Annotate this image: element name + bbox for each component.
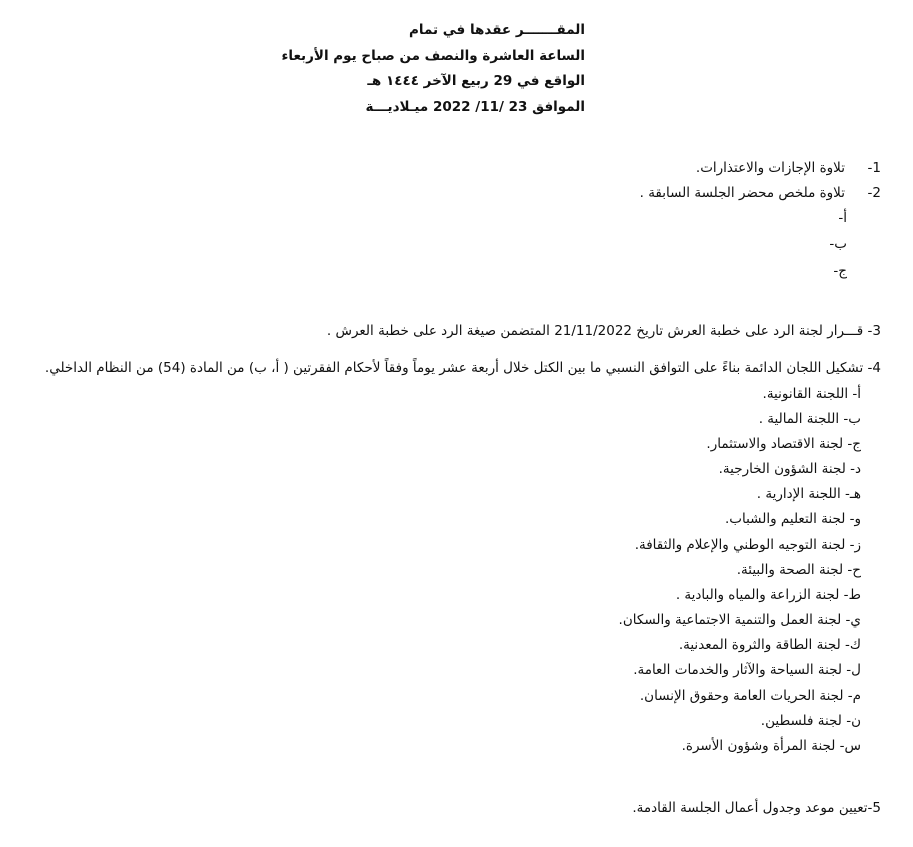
header-line-venue: المقـــــــر عقدها في تمام — [408, 22, 585, 38]
agenda-item-5: 5-تعيين موعد وجدول أعمال الجلسة القادمة. — [632, 800, 881, 816]
agenda-subitem: ج- — [833, 263, 847, 279]
committee-item: ب- اللجنة المالية . — [758, 411, 861, 427]
committee-item: س- لجنة المرأة وشؤون الأسرة. — [681, 738, 861, 754]
committee-item: هـ- اللجنة الإدارية . — [756, 486, 861, 502]
committee-item: ج- لجنة الاقتصاد والاستثمار. — [706, 436, 861, 452]
header-line-time: الساعة العاشرة والنصف من صباح يوم الأربعاء — [281, 47, 585, 64]
committee-item: د- لجنة الشؤون الخارجية. — [718, 461, 861, 477]
committee-item: ح- لجنة الصحة والبيئة. — [736, 562, 861, 578]
committee-item: ك- لجنة الطاقة والثروة المعدنية. — [678, 637, 861, 653]
header-line-gregorian-date: الموافق 23 /11/ 2022 ميـلاديـــة — [365, 98, 585, 115]
header-line-hijri-date: الواقع في 29 ربيع الآخر ١٤٤٤ هـ — [367, 73, 585, 89]
agenda-item-3: 3- قـــرار لجنة الرد على خطبة العرش تاريخ 21/11/2022 المتضمن صيغة الرد على خطبة العرش . — [326, 323, 881, 339]
agenda-item-4: 4- تشكيل اللجان الدائمة بناءً على التوافق النسبي ما بين الكتل خلال أربعة عشر يوماً وفقاً لأحكام الفقرتين ( أ، ب) من المادة (54) من النظام الداخلي. — [44, 360, 881, 376]
agenda-item-number: 1- — [867, 160, 881, 176]
committee-item: ل- لجنة السياحة والآثار والخدمات العامة. — [633, 662, 861, 678]
agenda-item-2 — [640, 183, 881, 203]
committee-item: و- لجنة التعليم والشباب. — [725, 511, 861, 527]
agenda-item-number: 2- — [867, 185, 881, 201]
committee-item: ز- لجنة التوجيه الوطني والإعلام والثقافة. — [634, 537, 861, 553]
session-header — [281, 18, 585, 120]
agenda-subitem: أ- — [838, 210, 847, 226]
committee-item: ط- لجنة الزراعة والمياه والبادية . — [675, 587, 861, 603]
agenda-item-text: تلاوة ملخص محضر الجلسة السابقة . — [639, 185, 845, 201]
committee-item: أ- اللجنة القانونية. — [762, 386, 861, 402]
committee-item: ن- لجنة فلسطين. — [760, 713, 861, 729]
committee-item: م- لجنة الحريات العامة وحقوق الإنسان. — [639, 688, 861, 704]
agenda-item-1 — [696, 158, 881, 178]
agenda-subitem: ب- — [829, 236, 847, 252]
committee-item: ي- لجنة العمل والتنمية الاجتماعية والسكان. — [618, 612, 861, 628]
agenda-item-text: تلاوة الإجازات والاعتذارات. — [695, 160, 845, 176]
